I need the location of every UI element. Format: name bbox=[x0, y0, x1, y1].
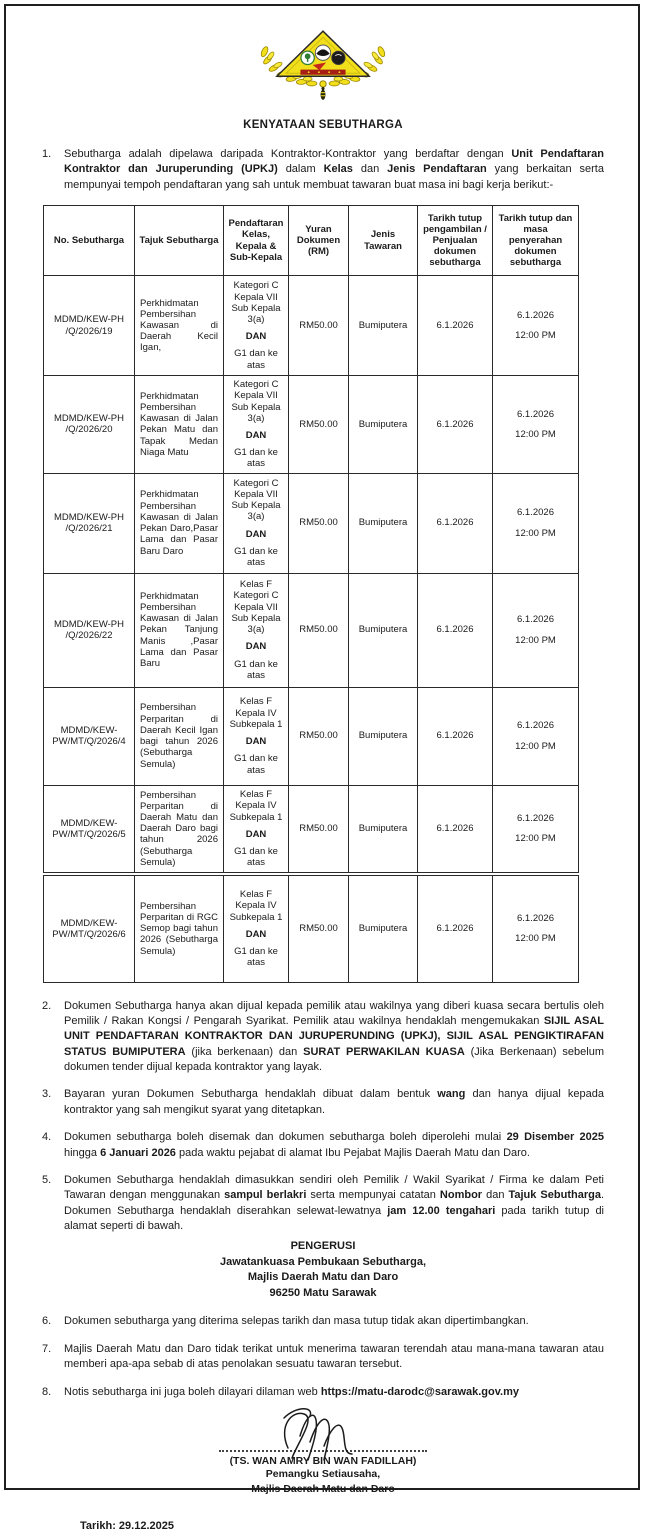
cell-yuran: RM50.00 bbox=[289, 473, 349, 573]
cell-tajuk: Perkhidmatan Pembersihan Kawasan di Jalan Pekan Daro,Pasar Lama dan Pasar Baru Daro bbox=[135, 473, 224, 573]
cell-pendaftaran: Kategori C Kepala VII Sub Kepala 3(a) DAN G1 dan ke atas bbox=[224, 376, 289, 473]
cell-tarikh-jual: 6.1.2026 bbox=[418, 573, 493, 687]
page-title: KENYATAAN SEBUTHARGA bbox=[243, 119, 403, 131]
cell-jenis: Bumiputera bbox=[349, 376, 418, 473]
notice-url: https://matu-darodc@sarawak.gov.my bbox=[320, 1385, 520, 1398]
signatory-role: Pemangku Setiausaha, bbox=[265, 1467, 381, 1480]
cell-pendaftaran: Kategori C Kepala VII Sub Kepala 3(a) DAN G1 dan ke atas bbox=[224, 276, 289, 376]
council-crest-logo bbox=[248, 24, 398, 106]
paragraph-8-text: Notis sebutharga ini juga boleh dilayari dilaman web https://matu-darodc@sarawak.gov.my bbox=[64, 1385, 520, 1398]
paragraph-1 bbox=[42, 147, 604, 193]
column-header-tarikh-jual: Tarikh tutup pengambilan / Penjualan dokumen sebutharga bbox=[418, 206, 493, 276]
table-header-row bbox=[44, 206, 579, 276]
cell-tarikh-jual: 6.1.2026 bbox=[418, 376, 493, 473]
paragraph-1-text: Sebutharga adalah dipelawa daripada Kontraktor-Kontraktor yang berdaftar dengan Unit Pendaftaran Kontraktor dan Juruperunding (UPKJ) dalam Kelas dan Jenis Pendaftaran yang berkaitan serta mempunyai tempoh pendaftaran yang sah untuk membuat tawaran buat masa ini bagi kerja berikut:- bbox=[64, 148, 604, 191]
table-row bbox=[44, 473, 579, 573]
cell-pendaftaran: Kelas F Kepala IV Subkepala 1 DAN G1 dan ke atas bbox=[224, 874, 289, 982]
logo-container bbox=[42, 24, 604, 111]
cell-tarikh-serah: 6.1.2026 12:00 PM bbox=[493, 687, 579, 785]
column-header-jenis: Jenis Tawaran bbox=[349, 206, 418, 276]
address-line: 96250 Matu Sarawak bbox=[269, 1287, 377, 1300]
paragraph-7 bbox=[42, 1342, 604, 1373]
tender-table bbox=[43, 205, 579, 982]
paragraph-3 bbox=[42, 1087, 604, 1118]
address-line: Jawatankuasa Pembukaan Sebutharga, bbox=[219, 1255, 427, 1268]
cell-tarikh-serah: 6.1.2026 12:00 PM bbox=[493, 573, 579, 687]
cell-tarikh-serah: 6.1.2026 12:00 PM bbox=[493, 874, 579, 982]
signatory-name: (TS. WAN AMRY BIN WAN FADILLAH) bbox=[229, 1454, 417, 1467]
cell-yuran: RM50.00 bbox=[289, 874, 349, 982]
cell-tarikh-serah: 6.1.2026 12:00 PM bbox=[493, 473, 579, 573]
cell-pendaftaran: Kelas F Kepala IV Subkepala 1 DAN G1 dan ke atas bbox=[224, 687, 289, 785]
item-number: 7. bbox=[42, 1342, 52, 1355]
table-row bbox=[44, 874, 579, 982]
cell-tarikh-jual: 6.1.2026 bbox=[418, 874, 493, 982]
cell-pendaftaran: Kelas F Kategori C Kepala VII Sub Kepala 3(a) DAN G1 dan ke atas bbox=[224, 573, 289, 687]
cell-jenis: Bumiputera bbox=[349, 785, 418, 874]
column-header-yuran: Yuran Dokumen (RM) bbox=[289, 206, 349, 276]
item-number: 1. bbox=[42, 148, 52, 160]
cell-tajuk: Perkhidmatan Pembersihan Kawasan di Jalan Pekan Matu dan Tapak Medan Niaga Matu bbox=[135, 376, 224, 473]
paragraph-5-text: Dokumen Sebutharga hendaklah dimasukkan sendiri oleh Pemilik / Wakil Syarikat / Firma ke dalam Peti Tawaran dengan menggunakan sampul berlakri serta mempunyai catatan Nombor dan Tajuk Sebutharga. Dokumen Sebutharga hendaklah diserahkan selewat-lewatnya jam 12.00 tengahari pada tarikh tutup di alamat seperti di bawah. bbox=[64, 1174, 605, 1233]
table-row bbox=[44, 276, 579, 376]
cell-yuran: RM50.00 bbox=[289, 276, 349, 376]
cell-pendaftaran: Kategori C Kepala VII Sub Kepala 3(a) DAN G1 dan ke atas bbox=[224, 473, 289, 573]
paragraph-8 bbox=[42, 1385, 604, 1400]
paragraph-5 bbox=[42, 1173, 604, 1235]
item-number: 3. bbox=[42, 1088, 52, 1101]
column-header-tajuk: Tajuk Sebutharga bbox=[135, 206, 224, 276]
paragraph-4 bbox=[42, 1130, 604, 1161]
cell-yuran: RM50.00 bbox=[289, 687, 349, 785]
document-date: Tarikh: 29.12.2025 bbox=[80, 1520, 174, 1532]
column-header-no: No. Sebutharga bbox=[44, 206, 135, 276]
cell-no: MDMD/KEW-PW/MT/Q/2026/4 bbox=[44, 687, 135, 785]
table-row bbox=[44, 785, 579, 874]
cell-tarikh-jual: 6.1.2026 bbox=[418, 276, 493, 376]
cell-tarikh-serah: 6.1.2026 12:00 PM bbox=[493, 276, 579, 376]
paragraph-6 bbox=[42, 1314, 604, 1329]
cell-pendaftaran: Kelas F Kepala IV Subkepala 1 DAN G1 dan ke atas bbox=[224, 785, 289, 874]
paragraph-7-text: Majlis Daerah Matu dan Daro tidak terikat untuk menerima tawaran terendah atau mana-mana tawaran atau memberi apa-apa sebab di atas penolakan sesuatu tawaran tersebut. bbox=[64, 1342, 604, 1371]
cell-jenis: Bumiputera bbox=[349, 473, 418, 573]
signature-scribble-icon bbox=[248, 1404, 398, 1462]
cell-no: MDMD/KEW-PH /Q/2026/21 bbox=[44, 473, 135, 573]
cell-tarikh-jual: 6.1.2026 bbox=[418, 473, 493, 573]
item-number: 6. bbox=[42, 1315, 52, 1328]
cell-jenis: Bumiputera bbox=[349, 687, 418, 785]
table-row bbox=[44, 376, 579, 473]
cell-tajuk: Perkhidmatan Pembersihan Kawasan di Daerah Kecil Igan, bbox=[135, 276, 224, 376]
table-row bbox=[44, 573, 579, 687]
cell-tajuk: Pembersihan Perparitan di Daerah Matu dan Daerah Daro bagi tahun 2026 (Sebutharga Semula) bbox=[135, 785, 224, 874]
cell-jenis: Bumiputera bbox=[349, 874, 418, 982]
item-number: 2. bbox=[42, 999, 52, 1012]
cell-yuran: RM50.00 bbox=[289, 785, 349, 874]
address-line: Majlis Daerah Matu dan Daro bbox=[247, 1271, 399, 1284]
paragraph-2 bbox=[42, 999, 604, 1076]
cell-no: MDMD/KEW-PH /Q/2026/20 bbox=[44, 376, 135, 473]
cell-tarikh-serah: 6.1.2026 12:00 PM bbox=[493, 785, 579, 874]
item-number: 8. bbox=[42, 1385, 52, 1398]
cell-tarikh-serah: 6.1.2026 12:00 PM bbox=[493, 376, 579, 473]
signature-line bbox=[219, 1448, 427, 1452]
paragraph-6-text: Dokumen sebutharga yang diterima selepas tarikh dan masa tutup tidak akan dipertimbangkan. bbox=[64, 1315, 529, 1328]
table-row bbox=[44, 687, 579, 785]
address-line: PENGERUSI bbox=[290, 1239, 356, 1252]
cell-jenis: Bumiputera bbox=[349, 276, 418, 376]
paragraph-4-text: Dokumen sebutharga boleh disemak dan dokumen sebutharga boleh diperolehi mulai 29 Disember 2025 hingga 6 Januari 2026 pada waktu pejabat di alamat Ibu Pejabat Majlis Daerah Matu dan Daro. bbox=[64, 1131, 605, 1159]
signatory-org: Majlis Daerah Matu dan Daro bbox=[251, 1482, 395, 1495]
cell-no: MDMD/KEW-PH /Q/2026/22 bbox=[44, 573, 135, 687]
cell-no: MDMD/KEW-PW/MT/Q/2026/5 bbox=[44, 785, 135, 874]
cell-yuran: RM50.00 bbox=[289, 376, 349, 473]
item-number: 4. bbox=[42, 1131, 52, 1144]
item-number: 5. bbox=[42, 1174, 52, 1187]
cell-tajuk: Pembersihan Perparitan di RGC Semop bagi tahun 2026 (Sebutharga Semula) bbox=[135, 874, 224, 982]
cell-tarikh-jual: 6.1.2026 bbox=[418, 785, 493, 874]
cell-yuran: RM50.00 bbox=[289, 573, 349, 687]
column-header-pendaftaran: Pendaftaran Kelas, Kepala & Sub-Kepala bbox=[224, 206, 289, 276]
cell-tajuk: Pembersihan Perparitan di Daerah Kecil Igan bagi tahun 2026 (Sebutharga Semula) bbox=[135, 687, 224, 785]
submission-address-block bbox=[42, 1239, 604, 1303]
column-header-tarikh-serah: Tarikh tutup dan masa penyerahan dokumen sebutharga bbox=[493, 206, 579, 276]
signature-block bbox=[42, 1404, 604, 1496]
cell-tarikh-jual: 6.1.2026 bbox=[418, 687, 493, 785]
paragraph-3-text: Bayaran yuran Dokumen Sebutharga hendaklah dibuat dalam bentuk wang dan hanya dijual kepada kontraktor yang sah mengikut syarat yang ditetapkan. bbox=[64, 1088, 604, 1116]
cell-no: MDMD/KEW-PW/MT/Q/2026/6 bbox=[44, 874, 135, 982]
cell-tajuk: Perkhidmatan Pembersihan Kawasan di Jalan Pekan Tanjung Manis ,Pasar Lama dan Pasar Baru bbox=[135, 573, 224, 687]
paragraph-2-text: Dokumen Sebutharga hanya akan dijual kepada pemilik atau wakilnya yang diberi kuasa secara bertulis oleh Pemilik / Rakan Kongsi / Pengarah Syarikat. Pemilik atau wakilnya hendaklah mengemukakan SIJIL ASAL UNIT PENDAFTARAN KONTRAKTOR DAN JURUPERUNDING (UPKJ), SIJIL ASAL PENGIKTIRAFAN STATUS BUMIPUTERA (jika berkenaan) dan SURAT PERWAKILAN KUASA (Jika Berkenaan) sebelum dokumen tender dijual kepada kontraktor yang layak. bbox=[64, 999, 605, 1074]
cell-jenis: Bumiputera bbox=[349, 573, 418, 687]
cell-no: MDMD/KEW-PH /Q/2026/19 bbox=[44, 276, 135, 376]
